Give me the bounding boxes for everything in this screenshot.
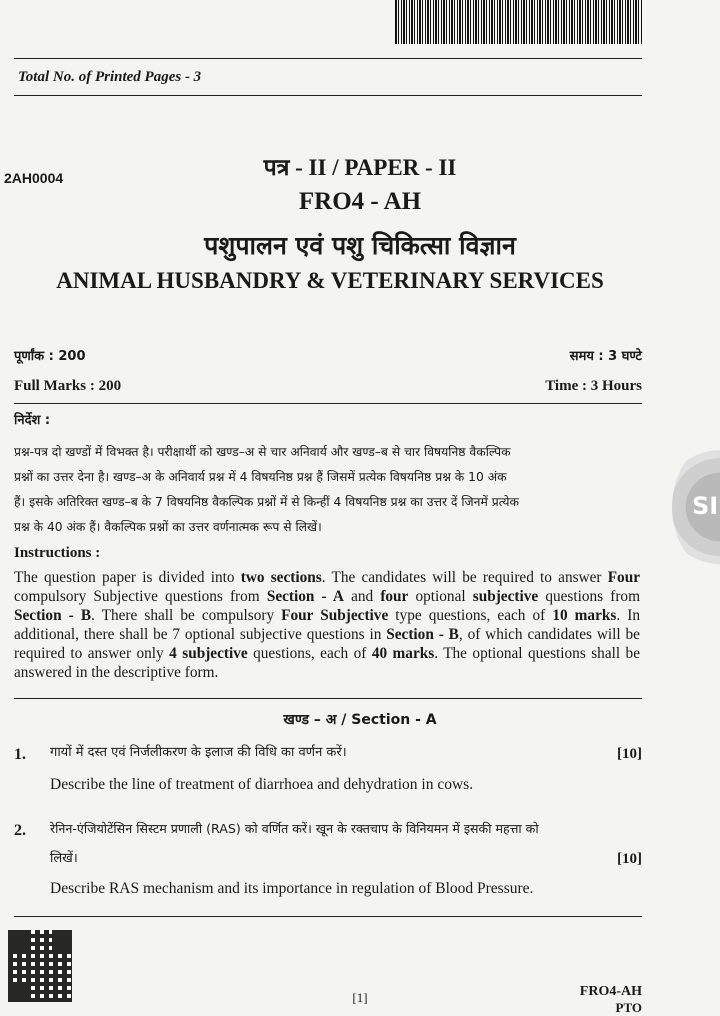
question-hindi-cont: लिखें। (50, 851, 78, 866)
page-number: [1] (352, 990, 368, 1005)
full-marks-hindi: पूर्णांक : 200 (14, 349, 86, 364)
paper-title: पत्र - II / PAPER - II (263, 155, 457, 180)
section-heading: खण्ड – अ / Section - A (283, 712, 437, 728)
header-rule (14, 95, 642, 96)
time: Time : 3 Hours (545, 378, 642, 394)
question-english: Describe RAS mechanism and its importance in regulation of Blood Pressure. (50, 880, 534, 897)
subject-hindi: पशुपालन एवं पशु चिकित्सा विज्ञान (204, 231, 516, 260)
subject-code: FRO4 - AH (298, 188, 422, 215)
subject-english: ANIMAL HUSBANDRY & VETERINARY SERVICES (56, 268, 604, 293)
question-marks: [10] (617, 851, 642, 867)
instructions-heading-hindi: निर्देश : (14, 413, 51, 428)
bottom-rule (14, 916, 642, 917)
instructions-hindi-line: प्रश्न-पत्र दो खण्डों में विभक्त है। परीक्षार्थी को खण्ड–अ से चार अनिवार्य और खण्ड–ब से चार विषयनिष्ठ वैकल्पिक (14, 445, 511, 459)
top-rule (14, 58, 642, 59)
instructions-english: The question paper is divided into two sections. The candidates will be required to answer Four compulsory Subjective questions from Section - A and four optional subjective questions from Section - B. There shall be compulsory Four Subjective type questions, each of 10 marks. In additional, there shall be 7 optional subjective questions in Section - B, of which candidates will be required to answer only 4 subjective questions, each of 40 marks. The optional questions shall be answered in the descriptive form. (14, 569, 640, 681)
instructions-hindi-line: हैं। इसके अतिरिक्त खण्ड–ब के 7 विषयनिष्ठ वैकल्पिक प्रश्नों में से किन्हीं 4 विषयनिष्ठ प्रश्न का उत्तर दें जिनमें प्रत्येक (14, 495, 519, 509)
printed-pages: Total No. of Printed Pages - 3 (18, 69, 202, 85)
instructions-hindi (14, 440, 654, 540)
instructions-rule (14, 698, 642, 699)
instructions-hindi-line: प्रश्नों का उत्तर देना है। खण्ड–अ के अनिवार्य प्रश्न में 4 विषयनिष्ठ प्रश्न हैं जिसमें प्रत्येक विषयनिष्ठ प्रश्न के 10 अंक (14, 470, 507, 484)
question-hindi: रेनिन-एंजियोटेंसिन सिस्टम प्रणाली (RAS) को वर्णित करें। खून के रक्तचाप के विनियमन में इसकी महत्ता को (50, 821, 539, 836)
paper-code: 2AH0004 (4, 170, 64, 186)
instructions-hindi-line: प्रश्न के 40 अंक हैं। वैकल्पिक प्रश्नों का उत्तर वर्णनात्मक रूप से लिखें। (14, 520, 322, 534)
question-number: 2. (14, 822, 26, 839)
marks-rule (14, 403, 642, 404)
question-number: 1. (14, 746, 26, 763)
full-marks: Full Marks : 200 (14, 378, 122, 394)
seal-text: SI (692, 492, 719, 520)
instructions-heading-english: Instructions : (14, 545, 101, 561)
question-hindi: गायों में दस्त एवं निर्जलीकरण के इलाज की विधि का वर्णन करें। (50, 745, 347, 760)
time-hindi: समय : 3 घण्टे (569, 349, 642, 364)
question-marks: [10] (617, 746, 642, 762)
pto: PTO (615, 1000, 642, 1015)
question-english: Describe the line of treatment of diarrhoea and dehydration in cows. (50, 776, 474, 793)
seal-stamp (672, 442, 720, 572)
footer-code: FRO4-AH (579, 984, 642, 999)
barcode (395, 0, 643, 44)
